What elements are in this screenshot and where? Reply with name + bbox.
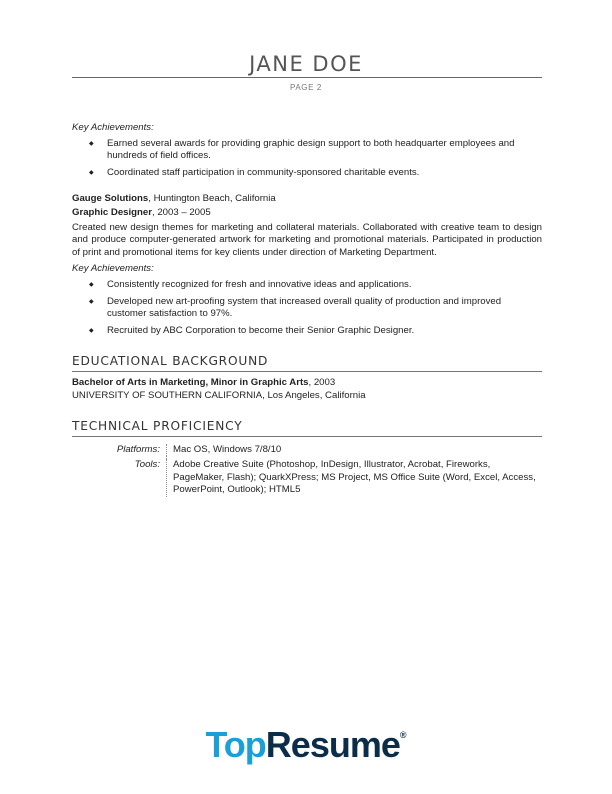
achievements-label: Key Achievements: [72,263,154,275]
list-item: ◆ Recruited by ABC Corporation to become their Senior Graphic Designer. [89,324,415,336]
school-name: UNIVERSITY OF SOUTHERN CALIFORNIA [72,389,263,401]
list-item: ◆ Earned several awards for providing graphic design support to both headquarter employees and hundreds of field offices. [89,137,515,162]
school-location: , Los Angeles, California [262,389,366,401]
company-name: Gauge Solutions [72,193,149,205]
degree: Bachelor of Arts in Marketing, Minor in Graphic Arts [72,376,309,388]
platforms-value: Mac OS, Windows 7/8/10 [166,444,542,457]
job-dates: , 2003 – 2005 [151,206,211,218]
degree-line [72,377,542,390]
page-number: PAGE 2 [290,83,322,92]
diamond-bullet-icon: ◆ [89,298,94,305]
diamond-bullet-icon: ◆ [89,140,94,147]
list-item: ◆ Coordinated staff participation in community-sponsored charitable events. [89,166,420,178]
role-line [72,207,542,220]
tools-label: Tools: [134,459,160,471]
diamond-bullet-icon: ◆ [89,169,94,176]
header-rule [72,77,542,78]
school-line [72,390,542,403]
job-summary: Created new design themes for marketing and collateral materials. Collaborated with creative team to design and produce computer-generated artwork for marketing and promotional materials. Participated in production of print and promotional items for key clients under direction of Marketing Department. [72,221,542,258]
company-location: , Huntington Beach, California [148,193,276,205]
tools-value: Adobe Creative Suite (Photoshop, InDesign, Illustrator, Acrobat, Fireworks, PageMaker, Flash); QuarkXPress; MS Project, MS Office Suite (Word, Excel, Access, PowerPoint, Outlook); HTML5 [166,459,542,497]
technical-heading: TECHNICAL PROFICIENCY [72,420,542,437]
resume-body [72,122,542,497]
list-item: ◆ Developed new art-proofing system that increased overall quality of production and improved customer satisfaction to 97%. [89,295,502,320]
job-title: Graphic Designer [72,206,152,218]
company-line [72,193,542,206]
logo-resume: Resume [265,724,400,765]
degree-year: , 2003 [308,376,336,388]
platforms-label: Platforms: [116,443,160,455]
candidate-name: JANE DOE [249,52,363,76]
achievements-list-2 [72,279,542,337]
logo-top: Top [205,724,266,765]
technical-table [72,444,542,497]
diamond-bullet-icon: ◆ [89,281,94,288]
registered-mark: ® [399,730,407,740]
topresume-logo [0,724,612,766]
education-heading: EDUCATIONAL BACKGROUND [72,355,542,372]
diamond-bullet-icon: ◆ [89,327,94,334]
list-item: ◆ Consistently recognized for fresh and innovative ideas and applications. [89,278,412,290]
achievements-list-1 [72,138,542,180]
achievements-label: Key Achievements: [72,122,154,133]
education-entry [72,377,542,402]
